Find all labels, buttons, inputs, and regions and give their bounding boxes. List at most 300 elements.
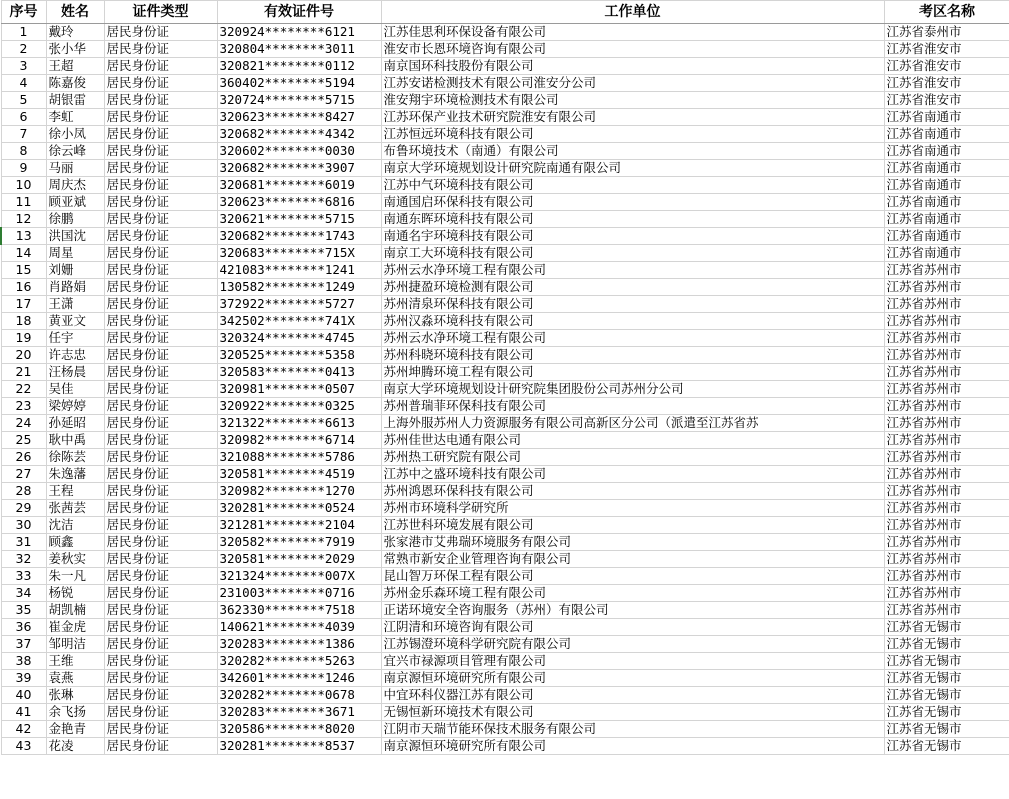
table-row[interactable] [1, 160, 1009, 177]
cell-name[interactable]: 胡银雷 [46, 92, 104, 109]
cell-id-type[interactable]: 居民身份证 [104, 41, 217, 58]
cell-work-unit[interactable]: 苏州坤腾环境工程有限公司 [381, 364, 884, 381]
cell-work-unit[interactable]: 苏州云水净环境工程有限公司 [381, 330, 884, 347]
table-row[interactable] [1, 670, 1009, 687]
cell-exam-area[interactable]: 江苏省苏州市 [884, 500, 1009, 517]
table-row[interactable] [1, 296, 1009, 313]
cell-name[interactable]: 戴玲 [46, 24, 104, 41]
cell-id-type[interactable]: 居民身份证 [104, 687, 217, 704]
cell-exam-area[interactable]: 江苏省苏州市 [884, 262, 1009, 279]
cell-id-number[interactable]: 320683********715X [217, 245, 381, 262]
table-row[interactable] [1, 398, 1009, 415]
table-row[interactable] [1, 687, 1009, 704]
cell-exam-area[interactable]: 江苏省无锡市 [884, 653, 1009, 670]
cell-name[interactable]: 徐鹏 [46, 211, 104, 228]
cell-work-unit[interactable]: 江苏中气环境科技有限公司 [381, 177, 884, 194]
cell-name[interactable]: 徐小凤 [46, 126, 104, 143]
table-row[interactable] [1, 721, 1009, 738]
cell-id-number[interactable]: 140621********4039 [217, 619, 381, 636]
cell-no[interactable]: 30 [1, 517, 46, 534]
table-row[interactable] [1, 466, 1009, 483]
cell-id-type[interactable]: 居民身份证 [104, 432, 217, 449]
cell-work-unit[interactable]: 上海外服苏州人力资源服务有限公司高新区分公司（派遣至江苏省苏 [381, 415, 884, 432]
cell-exam-area[interactable]: 江苏省南通市 [884, 109, 1009, 126]
cell-id-number[interactable]: 320821********0112 [217, 58, 381, 75]
cell-id-number[interactable]: 320582********7919 [217, 534, 381, 551]
cell-exam-area[interactable]: 江苏省南通市 [884, 245, 1009, 262]
cell-id-number[interactable]: 320586********8020 [217, 721, 381, 738]
cell-exam-area[interactable]: 江苏省苏州市 [884, 296, 1009, 313]
cell-name[interactable]: 王维 [46, 653, 104, 670]
table-row[interactable] [1, 279, 1009, 296]
cell-name[interactable]: 刘姗 [46, 262, 104, 279]
cell-id-number[interactable]: 372922********5727 [217, 296, 381, 313]
table-row[interactable] [1, 41, 1009, 58]
cell-exam-area[interactable]: 江苏省苏州市 [884, 466, 1009, 483]
header-id-number[interactable]: 有效证件号 [217, 1, 381, 24]
cell-id-number[interactable]: 320581********2029 [217, 551, 381, 568]
cell-exam-area[interactable]: 江苏省无锡市 [884, 636, 1009, 653]
cell-id-number[interactable]: 320922********0325 [217, 398, 381, 415]
cell-id-type[interactable]: 居民身份证 [104, 24, 217, 41]
cell-exam-area[interactable]: 江苏省淮安市 [884, 41, 1009, 58]
cell-work-unit[interactable]: 淮安市长恩环境咨询有限公司 [381, 41, 884, 58]
table-row[interactable] [1, 381, 1009, 398]
table-row[interactable] [1, 364, 1009, 381]
cell-no[interactable]: 15 [1, 262, 46, 279]
cell-no[interactable]: 29 [1, 500, 46, 517]
cell-name[interactable]: 周庆杰 [46, 177, 104, 194]
cell-name[interactable]: 孙延昭 [46, 415, 104, 432]
cell-id-type[interactable]: 居民身份证 [104, 398, 217, 415]
cell-id-type[interactable]: 居民身份证 [104, 721, 217, 738]
cell-name[interactable]: 徐陈芸 [46, 449, 104, 466]
cell-id-number[interactable]: 320525********5358 [217, 347, 381, 364]
cell-no[interactable]: 38 [1, 653, 46, 670]
cell-id-type[interactable]: 居民身份证 [104, 619, 217, 636]
cell-id-type[interactable]: 居民身份证 [104, 58, 217, 75]
header-id-type[interactable]: 证件类型 [104, 1, 217, 24]
cell-work-unit[interactable]: 南京大学环境规划设计研究院南通有限公司 [381, 160, 884, 177]
cell-id-number[interactable]: 320583********0413 [217, 364, 381, 381]
cell-id-number[interactable]: 320681********6019 [217, 177, 381, 194]
cell-no[interactable]: 40 [1, 687, 46, 704]
cell-no[interactable]: 24 [1, 415, 46, 432]
cell-work-unit[interactable]: 正诺环境安全咨询服务（苏州）有限公司 [381, 602, 884, 619]
cell-id-type[interactable]: 居民身份证 [104, 211, 217, 228]
cell-id-type[interactable]: 居民身份证 [104, 585, 217, 602]
cell-work-unit[interactable]: 常熟市新安企业管理咨询有限公司 [381, 551, 884, 568]
cell-no[interactable]: 31 [1, 534, 46, 551]
cell-name[interactable]: 黄亚文 [46, 313, 104, 330]
cell-work-unit[interactable]: 苏州科晓环境科技有限公司 [381, 347, 884, 364]
cell-no[interactable]: 19 [1, 330, 46, 347]
cell-id-type[interactable]: 居民身份证 [104, 160, 217, 177]
cell-work-unit[interactable]: 中宜环科仪器江苏有限公司 [381, 687, 884, 704]
table-row[interactable] [1, 636, 1009, 653]
cell-exam-area[interactable]: 江苏省苏州市 [884, 585, 1009, 602]
table-row[interactable] [1, 500, 1009, 517]
cell-no[interactable]: 7 [1, 126, 46, 143]
cell-id-number[interactable]: 231003********0716 [217, 585, 381, 602]
cell-name[interactable]: 王潇 [46, 296, 104, 313]
cell-name[interactable]: 顾亚斌 [46, 194, 104, 211]
cell-id-number[interactable]: 421083********1241 [217, 262, 381, 279]
cell-exam-area[interactable]: 江苏省苏州市 [884, 347, 1009, 364]
cell-id-type[interactable]: 居民身份证 [104, 75, 217, 92]
cell-id-number[interactable]: 320602********0030 [217, 143, 381, 160]
cell-exam-area[interactable]: 江苏省南通市 [884, 126, 1009, 143]
cell-name[interactable]: 吴佳 [46, 381, 104, 398]
table-row[interactable] [1, 517, 1009, 534]
cell-no[interactable]: 1 [1, 24, 46, 41]
cell-name[interactable]: 朱逸藩 [46, 466, 104, 483]
cell-id-number[interactable]: 320281********8537 [217, 738, 381, 755]
cell-name[interactable]: 汪杨晨 [46, 364, 104, 381]
cell-work-unit[interactable]: 苏州普瑞菲环保科技有限公司 [381, 398, 884, 415]
cell-no[interactable]: 12 [1, 211, 46, 228]
table-row[interactable] [1, 262, 1009, 279]
table-row[interactable] [1, 347, 1009, 364]
cell-exam-area[interactable]: 江苏省无锡市 [884, 619, 1009, 636]
cell-work-unit[interactable]: 江苏世科环境发展有限公司 [381, 517, 884, 534]
cell-no[interactable]: 21 [1, 364, 46, 381]
cell-exam-area[interactable]: 江苏省无锡市 [884, 704, 1009, 721]
cell-no[interactable]: 8 [1, 143, 46, 160]
cell-name[interactable]: 张茜芸 [46, 500, 104, 517]
cell-id-number[interactable]: 320621********5715 [217, 211, 381, 228]
cell-work-unit[interactable]: 南通名宇环境科技有限公司 [381, 228, 884, 245]
cell-no[interactable]: 32 [1, 551, 46, 568]
table-row[interactable] [1, 194, 1009, 211]
header-exam-area[interactable]: 考区名称 [884, 1, 1009, 24]
cell-id-type[interactable]: 居民身份证 [104, 143, 217, 160]
cell-id-number[interactable]: 320623********8427 [217, 109, 381, 126]
cell-id-type[interactable]: 居民身份证 [104, 568, 217, 585]
cell-no[interactable]: 39 [1, 670, 46, 687]
table-row[interactable] [1, 415, 1009, 432]
cell-id-type[interactable]: 居民身份证 [104, 449, 217, 466]
cell-name[interactable]: 陈嘉俊 [46, 75, 104, 92]
cell-work-unit[interactable]: 江阴市天瑞节能环保技术服务有限公司 [381, 721, 884, 738]
cell-no[interactable]: 2 [1, 41, 46, 58]
table-row[interactable] [1, 653, 1009, 670]
cell-work-unit[interactable]: 无锡恒新环境技术有限公司 [381, 704, 884, 721]
cell-name[interactable]: 任宇 [46, 330, 104, 347]
header-no[interactable]: 序号 [1, 1, 46, 24]
cell-name[interactable]: 崔金虎 [46, 619, 104, 636]
cell-name[interactable]: 沈洁 [46, 517, 104, 534]
cell-id-number[interactable]: 320682********4342 [217, 126, 381, 143]
cell-id-number[interactable]: 320283********3671 [217, 704, 381, 721]
cell-no[interactable]: 36 [1, 619, 46, 636]
cell-id-type[interactable]: 居民身份证 [104, 466, 217, 483]
cell-work-unit[interactable]: 江苏恒远环境科技有限公司 [381, 126, 884, 143]
cell-work-unit[interactable]: 苏州市环境科学研究所 [381, 500, 884, 517]
cell-id-type[interactable]: 居民身份证 [104, 483, 217, 500]
cell-work-unit[interactable]: 淮安翔宇环境检测技术有限公司 [381, 92, 884, 109]
cell-exam-area[interactable]: 江苏省无锡市 [884, 738, 1009, 755]
cell-work-unit[interactable]: 苏州金乐森环境工程有限公司 [381, 585, 884, 602]
table-row[interactable] [1, 143, 1009, 160]
cell-id-number[interactable]: 320282********0678 [217, 687, 381, 704]
cell-id-type[interactable]: 居民身份证 [104, 551, 217, 568]
cell-id-number[interactable]: 320281********0524 [217, 500, 381, 517]
cell-no[interactable]: 16 [1, 279, 46, 296]
cell-name[interactable]: 肖路娟 [46, 279, 104, 296]
cell-name[interactable]: 余飞扬 [46, 704, 104, 721]
cell-exam-area[interactable]: 江苏省淮安市 [884, 92, 1009, 109]
cell-work-unit[interactable]: 南通国启环保科技有限公司 [381, 194, 884, 211]
cell-work-unit[interactable]: 苏州清泉环保科技有限公司 [381, 296, 884, 313]
cell-no[interactable]: 34 [1, 585, 46, 602]
cell-name[interactable]: 金艳青 [46, 721, 104, 738]
table-row[interactable] [1, 58, 1009, 75]
cell-exam-area[interactable]: 江苏省南通市 [884, 211, 1009, 228]
cell-exam-area[interactable]: 江苏省苏州市 [884, 551, 1009, 568]
cell-id-number[interactable]: 320324********4745 [217, 330, 381, 347]
table-row[interactable] [1, 449, 1009, 466]
cell-id-type[interactable]: 居民身份证 [104, 602, 217, 619]
cell-id-type[interactable]: 居民身份证 [104, 92, 217, 109]
cell-name[interactable]: 耿中禹 [46, 432, 104, 449]
table-row[interactable] [1, 585, 1009, 602]
cell-no[interactable]: 17 [1, 296, 46, 313]
cell-id-number[interactable]: 130582********1249 [217, 279, 381, 296]
cell-exam-area[interactable]: 江苏省苏州市 [884, 279, 1009, 296]
cell-id-type[interactable]: 居民身份证 [104, 347, 217, 364]
cell-id-type[interactable]: 居民身份证 [104, 534, 217, 551]
cell-id-number[interactable]: 320804********3011 [217, 41, 381, 58]
cell-id-type[interactable]: 居民身份证 [104, 500, 217, 517]
table-row[interactable] [1, 602, 1009, 619]
cell-work-unit[interactable]: 宜兴市禄源项目管理有限公司 [381, 653, 884, 670]
cell-id-type[interactable]: 居民身份证 [104, 415, 217, 432]
cell-exam-area[interactable]: 江苏省苏州市 [884, 398, 1009, 415]
cell-no[interactable]: 20 [1, 347, 46, 364]
cell-work-unit[interactable]: 苏州热工研究院有限公司 [381, 449, 884, 466]
cell-no[interactable]: 42 [1, 721, 46, 738]
cell-id-type[interactable]: 居民身份证 [104, 738, 217, 755]
cell-id-type[interactable]: 居民身份证 [104, 126, 217, 143]
header-name[interactable]: 姓名 [46, 1, 104, 24]
cell-work-unit[interactable]: 苏州捷盈环境检测有限公司 [381, 279, 884, 296]
cell-no[interactable]: 26 [1, 449, 46, 466]
cell-name[interactable]: 杨锐 [46, 585, 104, 602]
cell-name[interactable]: 徐云峰 [46, 143, 104, 160]
cell-no[interactable]: 3 [1, 58, 46, 75]
cell-exam-area[interactable]: 江苏省南通市 [884, 177, 1009, 194]
cell-name[interactable]: 马丽 [46, 160, 104, 177]
table-row[interactable] [1, 432, 1009, 449]
cell-id-type[interactable]: 居民身份证 [104, 381, 217, 398]
cell-no[interactable]: 43 [1, 738, 46, 755]
cell-no[interactable]: 35 [1, 602, 46, 619]
cell-id-type[interactable]: 居民身份证 [104, 364, 217, 381]
cell-name[interactable]: 袁燕 [46, 670, 104, 687]
cell-no[interactable]: 13 [1, 228, 46, 245]
cell-id-number[interactable]: 362330********7518 [217, 602, 381, 619]
table-row[interactable] [1, 228, 1009, 245]
cell-id-type[interactable]: 居民身份证 [104, 262, 217, 279]
cell-id-number[interactable]: 320623********6816 [217, 194, 381, 211]
table-row[interactable] [1, 738, 1009, 755]
cell-work-unit[interactable]: 苏州云水净环境工程有限公司 [381, 262, 884, 279]
cell-id-type[interactable]: 居民身份证 [104, 670, 217, 687]
table-row[interactable] [1, 704, 1009, 721]
cell-exam-area[interactable]: 江苏省苏州市 [884, 364, 1009, 381]
cell-id-number[interactable]: 321281********2104 [217, 517, 381, 534]
cell-id-number[interactable]: 360402********5194 [217, 75, 381, 92]
table-row[interactable] [1, 534, 1009, 551]
cell-id-number[interactable]: 320682********1743 [217, 228, 381, 245]
table-row[interactable] [1, 313, 1009, 330]
table-row[interactable] [1, 568, 1009, 585]
cell-id-number[interactable]: 320982********6714 [217, 432, 381, 449]
cell-id-number[interactable]: 320981********0507 [217, 381, 381, 398]
cell-id-type[interactable]: 居民身份证 [104, 109, 217, 126]
table-row[interactable] [1, 330, 1009, 347]
cell-id-type[interactable]: 居民身份证 [104, 177, 217, 194]
cell-id-type[interactable]: 居民身份证 [104, 636, 217, 653]
cell-name[interactable]: 花凌 [46, 738, 104, 755]
table-row[interactable] [1, 109, 1009, 126]
cell-exam-area[interactable]: 江苏省泰州市 [884, 24, 1009, 41]
cell-exam-area[interactable]: 江苏省苏州市 [884, 568, 1009, 585]
cell-exam-area[interactable]: 江苏省无锡市 [884, 721, 1009, 738]
cell-work-unit[interactable]: 南京源恒环境研究所有限公司 [381, 738, 884, 755]
cell-name[interactable]: 梁婷婷 [46, 398, 104, 415]
cell-work-unit[interactable]: 苏州佳世达电通有限公司 [381, 432, 884, 449]
cell-exam-area[interactable]: 江苏省无锡市 [884, 687, 1009, 704]
cell-work-unit[interactable]: 江苏锡澄环境科学研究院有限公司 [381, 636, 884, 653]
cell-work-unit[interactable]: 布鲁环境技术（南通）有限公司 [381, 143, 884, 160]
cell-id-number[interactable]: 321324********007X [217, 568, 381, 585]
cell-id-type[interactable]: 居民身份证 [104, 330, 217, 347]
cell-no[interactable]: 14 [1, 245, 46, 262]
cell-exam-area[interactable]: 江苏省苏州市 [884, 432, 1009, 449]
cell-id-type[interactable]: 居民身份证 [104, 517, 217, 534]
cell-exam-area[interactable]: 江苏省淮安市 [884, 58, 1009, 75]
cell-work-unit[interactable]: 南京工大环境科技有限公司 [381, 245, 884, 262]
cell-name[interactable]: 朱一凡 [46, 568, 104, 585]
cell-name[interactable]: 顾鑫 [46, 534, 104, 551]
cell-no[interactable]: 28 [1, 483, 46, 500]
table-row[interactable] [1, 75, 1009, 92]
cell-id-type[interactable]: 居民身份证 [104, 279, 217, 296]
cell-work-unit[interactable]: 江苏环保产业技术研究院淮安有限公司 [381, 109, 884, 126]
cell-work-unit[interactable]: 江苏中之盛环境科技有限公司 [381, 466, 884, 483]
cell-name[interactable]: 王超 [46, 58, 104, 75]
cell-work-unit[interactable]: 南京国环科技股份有限公司 [381, 58, 884, 75]
cell-work-unit[interactable]: 江苏佳思利环保设备有限公司 [381, 24, 884, 41]
cell-id-type[interactable]: 居民身份证 [104, 245, 217, 262]
cell-id-number[interactable]: 320283********1386 [217, 636, 381, 653]
cell-work-unit[interactable]: 江阴清和环境咨询有限公司 [381, 619, 884, 636]
cell-work-unit[interactable]: 张家港市艾弗瑞环境服务有限公司 [381, 534, 884, 551]
cell-work-unit[interactable]: 苏州汉淼环境科技有限公司 [381, 313, 884, 330]
cell-exam-area[interactable]: 江苏省无锡市 [884, 670, 1009, 687]
cell-exam-area[interactable]: 江苏省苏州市 [884, 449, 1009, 466]
cell-id-type[interactable]: 居民身份证 [104, 704, 217, 721]
cell-no[interactable]: 37 [1, 636, 46, 653]
table-row[interactable] [1, 24, 1009, 41]
cell-no[interactable]: 23 [1, 398, 46, 415]
table-row[interactable] [1, 92, 1009, 109]
cell-id-number[interactable]: 320924********6121 [217, 24, 381, 41]
cell-exam-area[interactable]: 江苏省苏州市 [884, 483, 1009, 500]
cell-no[interactable]: 9 [1, 160, 46, 177]
cell-exam-area[interactable]: 江苏省南通市 [884, 228, 1009, 245]
cell-no[interactable]: 6 [1, 109, 46, 126]
cell-exam-area[interactable]: 江苏省苏州市 [884, 381, 1009, 398]
cell-no[interactable]: 5 [1, 92, 46, 109]
cell-name[interactable]: 周星 [46, 245, 104, 262]
cell-work-unit[interactable]: 南通东晖环境科技有限公司 [381, 211, 884, 228]
cell-name[interactable]: 许志忠 [46, 347, 104, 364]
cell-id-type[interactable]: 居民身份证 [104, 296, 217, 313]
cell-no[interactable]: 22 [1, 381, 46, 398]
cell-name[interactable]: 胡凯楠 [46, 602, 104, 619]
cell-id-number[interactable]: 321088********5786 [217, 449, 381, 466]
cell-work-unit[interactable]: 江苏安诺检测技术有限公司淮安分公司 [381, 75, 884, 92]
cell-name[interactable]: 洪国沈 [46, 228, 104, 245]
cell-no[interactable]: 25 [1, 432, 46, 449]
cell-no[interactable]: 41 [1, 704, 46, 721]
cell-name[interactable]: 姜秋实 [46, 551, 104, 568]
cell-no[interactable]: 4 [1, 75, 46, 92]
cell-name[interactable]: 邹明洁 [46, 636, 104, 653]
cell-id-number[interactable]: 320282********5263 [217, 653, 381, 670]
cell-name[interactable]: 王程 [46, 483, 104, 500]
cell-id-type[interactable]: 居民身份证 [104, 194, 217, 211]
cell-exam-area[interactable]: 江苏省苏州市 [884, 330, 1009, 347]
cell-name[interactable]: 张琳 [46, 687, 104, 704]
table-row[interactable] [1, 245, 1009, 262]
cell-name[interactable]: 张小华 [46, 41, 104, 58]
table-row[interactable] [1, 483, 1009, 500]
cell-exam-area[interactable]: 江苏省淮安市 [884, 75, 1009, 92]
cell-work-unit[interactable]: 南京源恒环境研究所有限公司 [381, 670, 884, 687]
cell-id-type[interactable]: 居民身份证 [104, 228, 217, 245]
cell-exam-area[interactable]: 江苏省南通市 [884, 194, 1009, 211]
cell-exam-area[interactable]: 江苏省苏州市 [884, 517, 1009, 534]
cell-id-type[interactable]: 居民身份证 [104, 313, 217, 330]
cell-id-number[interactable]: 320682********3907 [217, 160, 381, 177]
table-row[interactable] [1, 126, 1009, 143]
cell-exam-area[interactable]: 江苏省南通市 [884, 160, 1009, 177]
cell-exam-area[interactable]: 江苏省南通市 [884, 143, 1009, 160]
cell-no[interactable]: 10 [1, 177, 46, 194]
cell-id-type[interactable]: 居民身份证 [104, 653, 217, 670]
cell-id-number[interactable]: 342502********741X [217, 313, 381, 330]
cell-id-number[interactable]: 342601********1246 [217, 670, 381, 687]
cell-id-number[interactable]: 320724********5715 [217, 92, 381, 109]
cell-exam-area[interactable]: 江苏省苏州市 [884, 602, 1009, 619]
cell-id-number[interactable]: 321322********6613 [217, 415, 381, 432]
cell-work-unit[interactable]: 苏州鸿恩环保科技有限公司 [381, 483, 884, 500]
cell-no[interactable]: 18 [1, 313, 46, 330]
table-row[interactable] [1, 177, 1009, 194]
cell-exam-area[interactable]: 江苏省苏州市 [884, 313, 1009, 330]
cell-exam-area[interactable]: 江苏省苏州市 [884, 534, 1009, 551]
cell-no[interactable]: 27 [1, 466, 46, 483]
cell-id-number[interactable]: 320581********4519 [217, 466, 381, 483]
cell-name[interactable]: 李虹 [46, 109, 104, 126]
cell-work-unit[interactable]: 南京大学环境规划设计研究院集团股份公司苏州分公司 [381, 381, 884, 398]
cell-id-number[interactable]: 320982********1270 [217, 483, 381, 500]
table-row[interactable] [1, 551, 1009, 568]
